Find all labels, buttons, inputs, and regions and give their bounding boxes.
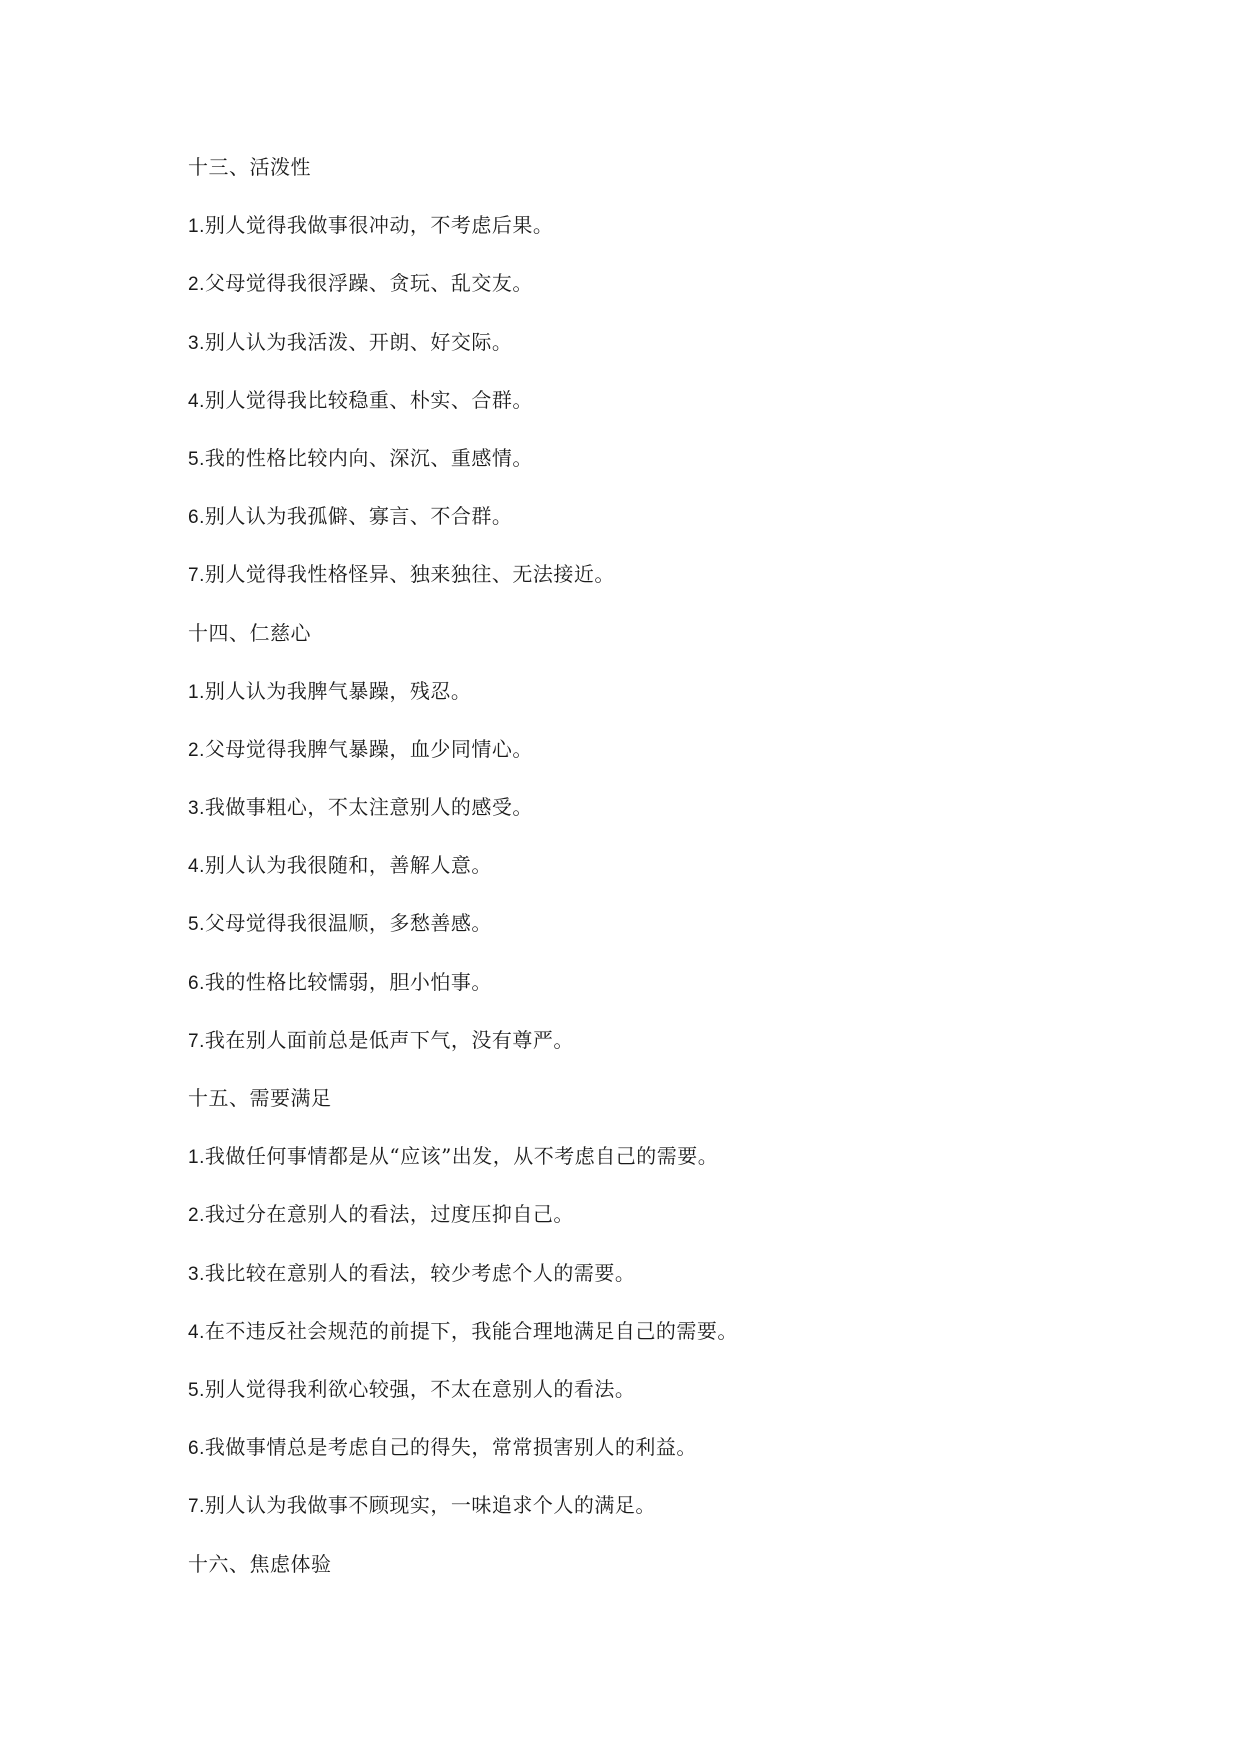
item-number: 5. bbox=[188, 448, 205, 470]
item-number: 6. bbox=[188, 972, 205, 994]
item-text: 我在别人面前总是低声下气，没有尊严。 bbox=[204, 1027, 574, 1052]
document-body bbox=[188, 152, 1088, 1607]
section-heading: 十四、仁慈心 bbox=[188, 620, 311, 645]
list-item bbox=[188, 559, 1088, 617]
list-item bbox=[188, 1374, 1088, 1432]
list-item bbox=[188, 1141, 1088, 1199]
list-item bbox=[188, 676, 1088, 734]
item-number: 1. bbox=[188, 1147, 205, 1169]
item-number: 4. bbox=[188, 390, 205, 412]
list-item bbox=[188, 443, 1088, 501]
section-heading: 十五、需要满足 bbox=[188, 1086, 332, 1110]
item-number: 2. bbox=[188, 739, 205, 761]
item-text: 我做任何事情都是从“应该”出发，从不考虑自己的需要。 bbox=[204, 1144, 719, 1169]
item-number: 5. bbox=[188, 1379, 205, 1401]
item-text: 别人认为我孤僻、寡言、不合群。 bbox=[204, 504, 513, 529]
item-text: 别人认为我脾气暴躁，残忍。 bbox=[204, 678, 472, 703]
item-number: 3. bbox=[188, 332, 205, 354]
list-item bbox=[188, 908, 1088, 966]
section-heading: 十六、焦虑体验 bbox=[188, 1551, 332, 1576]
list-item bbox=[188, 967, 1088, 1025]
item-number: 7. bbox=[188, 565, 205, 587]
list-item bbox=[188, 210, 1088, 268]
list-item bbox=[188, 850, 1088, 908]
item-text: 别人觉得我利欲心较强，不太在意别人的看法。 bbox=[204, 1376, 636, 1401]
item-text: 我比较在意别人的看法，较少考虑个人的需要。 bbox=[204, 1260, 636, 1285]
item-text: 我的性格比较内向、深沉、重感情。 bbox=[204, 445, 533, 470]
item-number: 2. bbox=[188, 274, 205, 296]
item-text: 别人认为我做事不顾现实，一味追求个人的满足。 bbox=[204, 1493, 656, 1518]
list-item bbox=[188, 1432, 1088, 1490]
item-number: 7. bbox=[188, 1030, 205, 1052]
item-number: 1. bbox=[188, 681, 205, 703]
list-item bbox=[188, 327, 1088, 385]
item-number: 2. bbox=[188, 1205, 205, 1227]
list-item bbox=[188, 1199, 1088, 1257]
list-item bbox=[188, 792, 1088, 850]
item-text: 父母觉得我脾气暴躁，血少同情心。 bbox=[204, 736, 533, 761]
list-item bbox=[188, 385, 1088, 443]
item-number: 4. bbox=[188, 1321, 205, 1343]
item-text: 别人觉得我做事很冲动，不考虑后果。 bbox=[204, 213, 554, 238]
item-text: 父母觉得我很温顺，多愁善感。 bbox=[204, 911, 492, 936]
item-text: 我做事情总是考虑自己的得失，常常损害别人的利益。 bbox=[204, 1435, 697, 1460]
item-text: 别人认为我很随和，善解人意。 bbox=[204, 853, 492, 878]
list-item bbox=[188, 1316, 1088, 1374]
item-number: 7. bbox=[188, 1496, 205, 1518]
item-text: 我的性格比较懦弱，胆小怕事。 bbox=[204, 969, 492, 994]
list-item bbox=[188, 1490, 1088, 1548]
item-text: 我做事粗心，不太注意别人的感受。 bbox=[204, 795, 533, 820]
item-number: 6. bbox=[188, 1438, 205, 1460]
section-heading: 十三、活泼性 bbox=[188, 155, 311, 179]
item-text: 父母觉得我很浮躁、贪玩、乱交友。 bbox=[204, 271, 533, 296]
list-item bbox=[188, 501, 1088, 559]
item-text: 别人认为我活泼、开朗、好交际。 bbox=[204, 329, 513, 354]
item-number: 6. bbox=[188, 507, 205, 529]
list-item bbox=[188, 1025, 1088, 1083]
list-item bbox=[188, 1258, 1088, 1316]
item-text: 别人觉得我性格怪异、独来独往、无法接近。 bbox=[204, 562, 615, 587]
item-number: 1. bbox=[188, 216, 205, 238]
item-text: 我过分在意别人的看法，过度压抑自己。 bbox=[204, 1202, 574, 1227]
item-number: 3. bbox=[188, 798, 205, 820]
list-item bbox=[188, 268, 1088, 326]
item-number: 5. bbox=[188, 914, 205, 936]
item-text: 别人觉得我比较稳重、朴实、合群。 bbox=[204, 387, 533, 412]
item-number: 4. bbox=[188, 856, 205, 878]
item-number: 3. bbox=[188, 1263, 205, 1285]
item-text: 在不违反社会规范的前提下，我能合理地满足自己的需要。 bbox=[204, 1318, 738, 1343]
list-item bbox=[188, 734, 1088, 792]
